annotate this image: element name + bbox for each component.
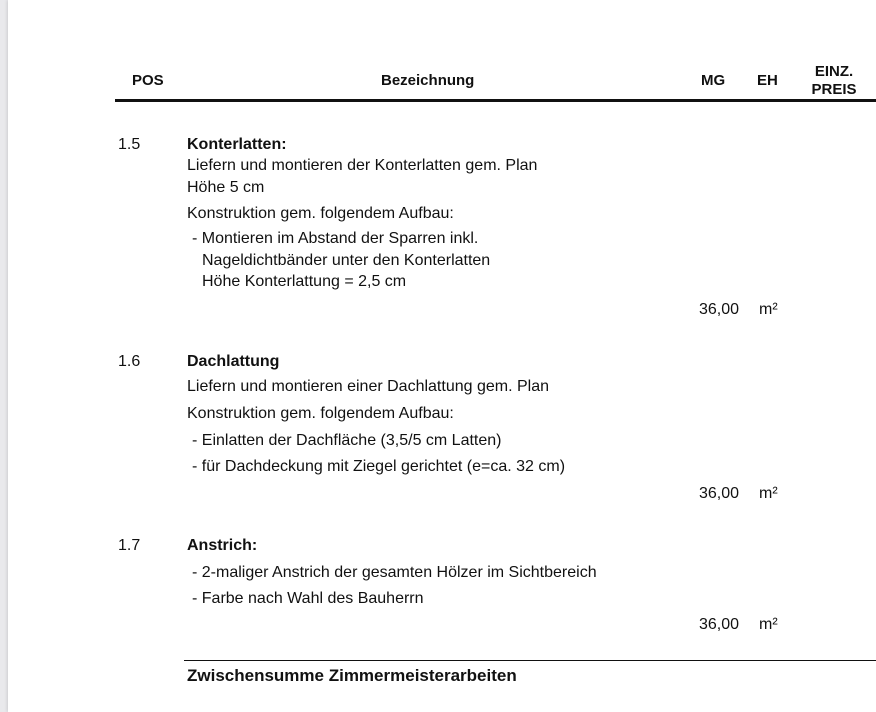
item-line: Liefern und montieren einer Dachlattung gem. Plan (187, 378, 549, 395)
header-eh: EH (757, 72, 778, 89)
item-line: Nageldichtbänder unter den Konterlatten (202, 252, 491, 269)
header-mg: MG (701, 72, 726, 89)
item-line: - Einlatten der Dachfläche (3,5/5 cm Latten) (192, 432, 502, 449)
item-line: - Montieren im Abstand der Sparren inkl. (192, 230, 479, 247)
item-pos: 1.5 (118, 136, 141, 153)
item-title: Dachlattung (187, 353, 280, 370)
item-unit: m² (759, 301, 778, 318)
header-rule (115, 99, 876, 102)
subtotal-label: Zwischensumme Zimmermeisterarbeiten (187, 666, 517, 685)
header-bezeichnung: Bezeichnung (381, 72, 475, 89)
item-line: Konstruktion gem. folgendem Aufbau: (187, 405, 454, 422)
header-einz-line1: EINZ. (814, 63, 854, 80)
item-line: - Farbe nach Wahl des Bauherrn (192, 590, 424, 607)
subtotal-rule (184, 660, 876, 661)
item-quantity: 36,00 (699, 616, 740, 633)
item-unit: m² (759, 485, 778, 502)
item-line: Höhe 5 cm (187, 179, 265, 196)
header-einz-line2: PREIS (811, 81, 857, 98)
item-pos: 1.6 (118, 353, 141, 370)
item-quantity: 36,00 (699, 485, 740, 502)
item-line: Konstruktion gem. folgendem Aufbau: (187, 205, 454, 222)
item-line: Liefern und montieren der Konterlatten gem. Plan (187, 157, 538, 174)
item-pos: 1.7 (118, 537, 141, 554)
item-line: Höhe Konterlattung = 2,5 cm (202, 273, 407, 290)
item-title: Konterlatten: (187, 136, 287, 153)
header-pos: POS (132, 72, 164, 89)
item-line: - 2-maliger Anstrich der gesamten Hölzer im Sichtbereich (192, 564, 597, 581)
item-line: - für Dachdeckung mit Ziegel gerichtet (e=ca. 32 cm) (192, 458, 566, 475)
item-quantity: 36,00 (699, 301, 740, 318)
document-page (8, 0, 876, 712)
item-title: Anstrich: (187, 537, 258, 554)
item-unit: m² (759, 616, 778, 633)
header-einz-preis (811, 63, 857, 99)
